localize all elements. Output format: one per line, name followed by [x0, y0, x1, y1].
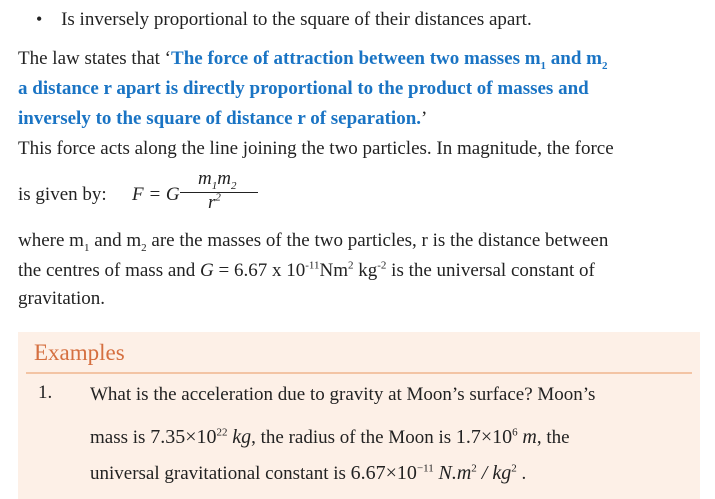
- formula-fraction: [180, 168, 258, 218]
- examples-heading: Examples: [34, 340, 125, 365]
- law-close: ’: [421, 108, 428, 129]
- law-sub-1: 1: [540, 59, 547, 72]
- bullet-symbol: •: [36, 9, 43, 29]
- example-number: 1.: [38, 382, 53, 403]
- given-by-label: is given by:: [18, 184, 107, 205]
- law-line-1: [18, 44, 608, 74]
- where-line-2: the centres of mass and G = 6.67 x $10^{-11}Nm^2$ $kg^{-2}$ is the universal constant of: [18, 259, 595, 281]
- law-statement-3: inversely to the square of distance r of separation.: [18, 108, 422, 129]
- law-and: and m: [546, 48, 603, 69]
- formula-lhs-text: F = G: [132, 184, 180, 205]
- formula-numerator: $m_1m_2$: [198, 168, 237, 192]
- example-question-line-1: What is the acceleration due to gravity at Moon’s surface? Moon’s: [90, 384, 596, 405]
- force-line: This force acts along the line joining the two particles. In magnitude, the force: [18, 138, 614, 159]
- law-line-3: [18, 104, 427, 134]
- where-line-3: gravitation.: [18, 288, 106, 309]
- law-intro: The law states that ‘: [18, 48, 172, 69]
- bullet-line: [36, 4, 532, 35]
- bullet-text: Is inversely proportional to the square of their distances apart.: [61, 9, 532, 30]
- example-question-line-3: universal gravitational constant is $6.67\times 10^{-11}$ $N.m^2 / kg^2$ .: [90, 462, 527, 484]
- examples-divider: [26, 372, 692, 374]
- law-statement-1: The force of attraction between two masses m: [171, 48, 541, 69]
- where-line-1: where $m_1$ and $m_2$ are the masses of the two particles, r is the distance between: [18, 230, 609, 254]
- formula-denominator: $r^2$: [208, 191, 221, 213]
- law-sub-2: 2: [602, 59, 608, 72]
- law-line-2: a distance r apart is directly proportional to the product of masses and: [18, 78, 589, 99]
- example-question-line-2: mass is $7.35\times 10^{22}$ kg, the radius of the Moon is $1.7\times 10^6$ m, the: [90, 426, 570, 448]
- examples-box: [18, 332, 700, 499]
- formula-lhs: [132, 180, 180, 210]
